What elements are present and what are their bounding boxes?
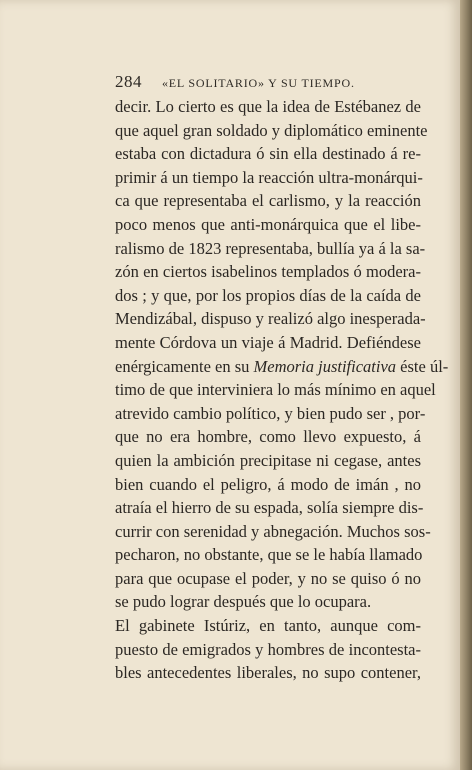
text-line: zón en ciertos isabelinos templados ó modera- bbox=[115, 262, 421, 282]
body-text bbox=[115, 95, 449, 685]
text-line: quien la ambición precipitase ni cegase, antes bbox=[115, 450, 421, 470]
text-line: timo de que interviniera lo más mínimo en aquel bbox=[115, 380, 436, 400]
text-line: ralismo de 1823 representaba, bullía ya á la sa- bbox=[115, 238, 426, 258]
text-line: bles antecedentes liberales, no supo contener, bbox=[115, 663, 421, 683]
text-line: dos ; y que, por los propios días de la caída de bbox=[115, 285, 421, 305]
text-line: atrevido cambio político, y bien pudo ser , por- bbox=[115, 403, 426, 423]
page-header bbox=[115, 72, 425, 96]
text-line: primir á un tiempo la reacción ultra-monárqui- bbox=[115, 167, 423, 187]
text-line bbox=[115, 355, 449, 379]
text-line: puesto de emigrados y hombres de incontesta- bbox=[115, 639, 421, 659]
text-line: currir con serenidad y abnegación. Muchos sos- bbox=[115, 521, 431, 541]
text-line: decir. Lo cierto es que la idea de Estébanez de bbox=[115, 97, 421, 116]
text-line: Mendizábal, dispuso y realizó algo inesperada- bbox=[115, 309, 426, 329]
text-line: estaba con dictadura ó sin ella destinado á re- bbox=[115, 144, 421, 164]
text-line: para que ocupase el poder, y no se quiso ó no bbox=[115, 568, 421, 588]
text-line: bien cuando el peligro, á modo de imán , no bbox=[115, 474, 421, 494]
text-line: pecharon, no obstante, que se le había llamado bbox=[115, 545, 423, 565]
text-line: poco menos que anti-monárquica que el libe- bbox=[115, 214, 421, 234]
text-segment: enérgicamente en su bbox=[115, 356, 254, 376]
text-line: mente Córdova un viaje á Madrid. Defiéndese bbox=[115, 332, 421, 352]
book-spine-edge bbox=[460, 0, 472, 770]
text-line: que aquel gran soldado y diplomático eminente bbox=[115, 120, 428, 140]
text-line: se pudo lograr después que lo ocupara. bbox=[115, 592, 372, 612]
running-head: «EL SOLITARIO» Y SU TIEMPO. bbox=[162, 76, 355, 90]
text-line bbox=[115, 614, 421, 638]
text-line: atraía el hierro de su espada, solía siempre dis- bbox=[115, 498, 424, 518]
text-segment: El gabinete Istúriz, en tanto, aunque com- bbox=[115, 616, 421, 636]
text-segment: éste úl- bbox=[396, 356, 449, 376]
page-number: 284 bbox=[115, 72, 142, 91]
text-line: que no era hombre, como llevo expuesto, á bbox=[115, 427, 421, 447]
text-line: ca que representaba el carlismo, y la reacción bbox=[115, 191, 421, 211]
italic-title: Memoria justificativa bbox=[253, 356, 397, 376]
